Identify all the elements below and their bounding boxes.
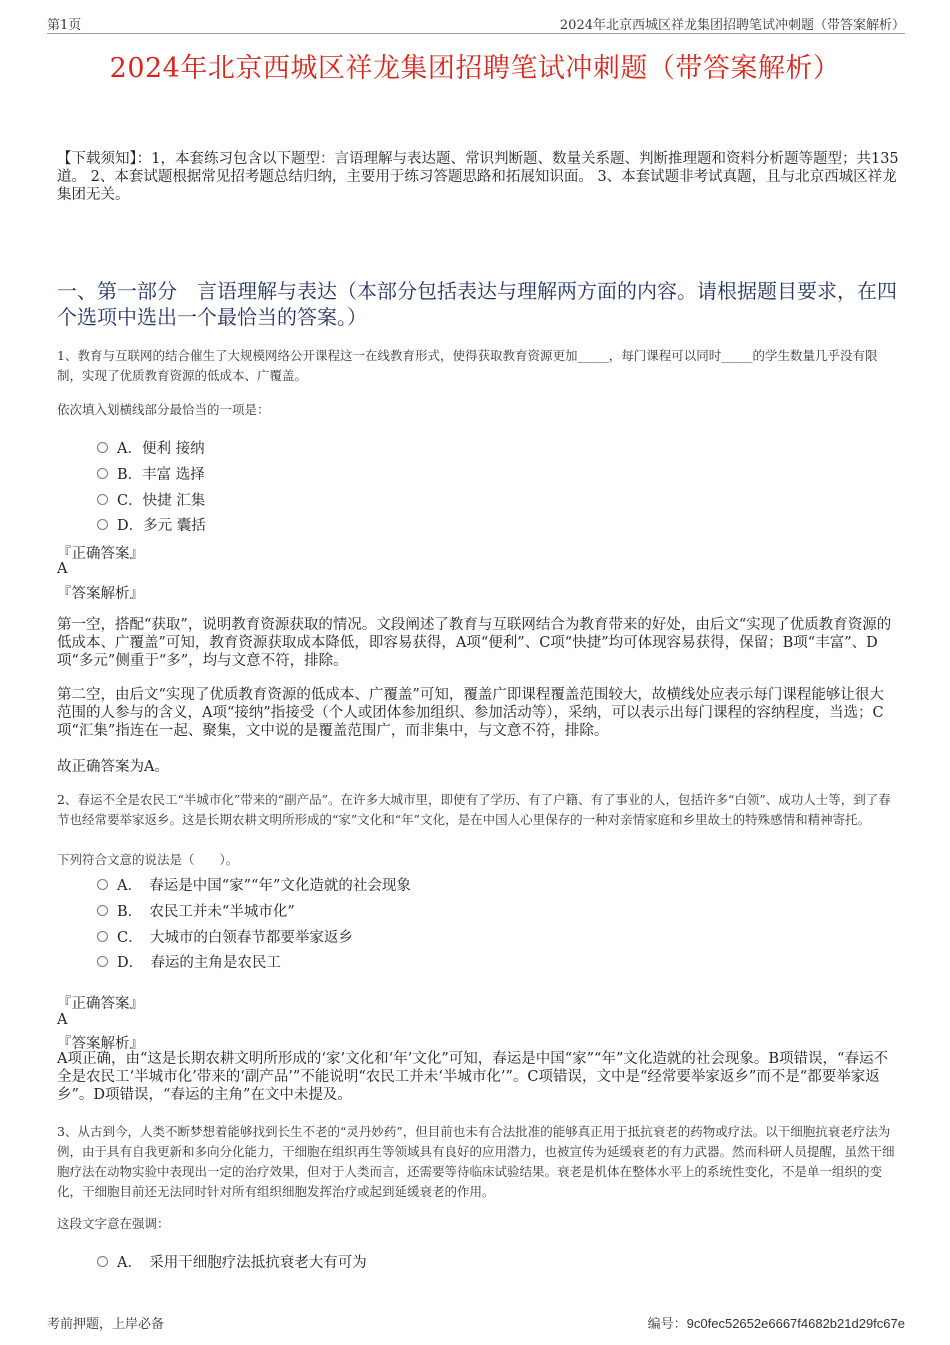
- question-1-option-a[interactable]: A．便利 接纳: [97, 437, 205, 458]
- header-divider: [47, 33, 905, 34]
- radio-icon[interactable]: [97, 519, 108, 530]
- question-2-stem: 2、春运不全是农民工“半城市化”带来的“副产品”。在许多大城市里，即使有了学历、有了户籍、有了事业的人，包括许多“白领”、成功人士等，到了春节也经常要举家返乡。这是长期农耕文明所形成的“家”文化和“年”文化，是在中国人心里保存的一种对亲情家庭和乡里故土的特殊感情和精神寄托。: [57, 792, 891, 827]
- radio-icon[interactable]: [97, 1256, 108, 1267]
- section-title: 一、第一部分 言语理解与表达（本部分包括表达与理解两方面的内容。请根据题目要求，在四个选项中选出一个最恰当的答案。）: [57, 279, 897, 329]
- question-1-answer-label: 『正确答案』: [57, 546, 144, 562]
- question-1-prompt: 依次填入划横线部分最恰当的一项是：: [57, 402, 270, 417]
- radio-icon[interactable]: [97, 931, 108, 942]
- question-1-analysis-p3: 故正确答案为A。: [57, 759, 169, 775]
- question-1-analysis-p2: 第二空，由后文“实现了优质教育资源的低成本、广覆盖”可知，覆盖广即课程覆盖范围较大，故横线处应表示每门课程能够让很大范围的人参与的含义，A项“接纳”指接受（个人或团体参加组织、参加活动等），采纳，可以表示出每门课程的容纳程度，当选；C项“汇集”指连在一起、聚集，文中说的是覆盖范围广，而非集中，与文意不符，排除。: [57, 687, 884, 739]
- footer-code-value: 9c0fec52652e6667f4682b21d29fc67e: [686, 1316, 905, 1331]
- question-1-option-b[interactable]: B．丰富 选择: [97, 463, 205, 484]
- radio-icon[interactable]: [97, 468, 108, 479]
- question-1-stem: 1、教育与互联网的结合催生了大规模网络公开课程这一在线教育形式，使得获取教育资源更加_____，每门课程可以同时_____的学生数量几乎没有限制，实现了优质教育资源的低成本、广覆盖。: [57, 348, 878, 383]
- question-2-analysis: A项正确，由“这是长期农耕文明所形成的‘家’文化和‘年’文化”可知，春运是中国“家”“年”文化造就的社会现象。B项错误，“春运不全是农民工‘半城市化’带来的‘副产品’”不能说明“农民工并未‘半城市化’”。C项错误，文中是“经常要举家返乡”而不是“都要举家返乡”。D项错误，“春运的主角”在文中未提及。: [57, 1051, 888, 1103]
- question-2-answer: A: [57, 1012, 68, 1028]
- radio-icon[interactable]: [97, 879, 108, 890]
- question-2-prompt: 下列符合文意的说法是（ ）。: [57, 852, 239, 867]
- question-1-analysis-label: 『答案解析』: [57, 586, 144, 602]
- question-3-option-a[interactable]: A． 采用干细胞疗法抵抗衰老大有可为: [97, 1251, 367, 1272]
- radio-icon[interactable]: [97, 905, 108, 916]
- question-3-stem: 3、从古到今，人类不断梦想着能够找到长生不老的“灵丹妙药”，但目前也未有合法批准的能够真正用于抵抗衰老的药物或疗法。以干细胞抗衰老疗法为例，由于具有自我更新和多向分化能力，干细胞在组织再生等领域具有良好的应用潜力，也被宣传为延缓衰老的有力武器。然而科研人员提醒，虽然干细胞疗法在动物实验中表现出一定的治疗效果，但对于人类而言，还需要等待临床试验结果。衰老是机体在整体水平上的系统性变化，不是单一组织的变化，干细胞目前还无法同时针对所有组织细胞发挥治疗或起到延缓衰老的作用。: [57, 1124, 895, 1199]
- footer-code-label: 编号：: [647, 1317, 687, 1332]
- question-1-option-c[interactable]: C．快捷 汇集: [97, 489, 205, 510]
- question-1-option-d[interactable]: D．多元 囊括: [97, 514, 206, 535]
- radio-icon[interactable]: [97, 494, 108, 505]
- question-1-answer: A: [57, 561, 68, 577]
- header-doc-title: 2024年北京西城区祥龙集团招聘笔试冲刺题（带答案解析）: [559, 18, 905, 33]
- question-2-option-b[interactable]: B． 农民工并未“半城市化”: [97, 900, 295, 921]
- download-notice: 【下载须知】：1，本套练习包含以下题型：言语理解与表达题、常识判断题、数量关系题、判断推理题和资料分析题等题型；共135道。 2、本套试题根据常见招考题总结归纳，主要用于练习答题思路和拓展知识面。 3、本套试题非考试真题，且与北京西城区祥龙集团无关。: [57, 151, 899, 203]
- footer-slogan: 考前押题，上岸必备: [47, 1317, 165, 1332]
- page-title: 2024年北京西城区祥龙集团招聘笔试冲刺题（带答案解析）: [109, 53, 841, 84]
- question-2-analysis-label: 『答案解析』: [57, 1036, 144, 1052]
- question-1-analysis-p1: 第一空，搭配“获取”，说明教育资源获取的情况。文段阐述了教育与互联网结合为教育带来的好处，由后文“实现了优质教育资源的低成本、广覆盖”可知，教育资源获取成本降低，即容易获得，A项“便利”、C项“快捷”均可体现容易获得，保留；B项“丰富”、D项“多元”侧重于“多”，均与文意不符，排除。: [57, 617, 892, 669]
- question-2-answer-label: 『正确答案』: [57, 996, 144, 1012]
- question-3-prompt: 这段文字意在强调：: [57, 1216, 170, 1231]
- radio-icon[interactable]: [97, 956, 108, 967]
- question-2-option-c[interactable]: C． 大城市的白领春节都要举家返乡: [97, 926, 353, 947]
- footer-code: [648, 1313, 905, 1332]
- radio-icon[interactable]: [97, 442, 108, 453]
- question-2-option-a[interactable]: A． 春运是中国“家”“年”文化造就的社会现象: [97, 874, 411, 895]
- header-page-number: 第1页: [47, 18, 82, 33]
- question-2-option-d[interactable]: D． 春运的主角是农民工: [97, 951, 281, 972]
